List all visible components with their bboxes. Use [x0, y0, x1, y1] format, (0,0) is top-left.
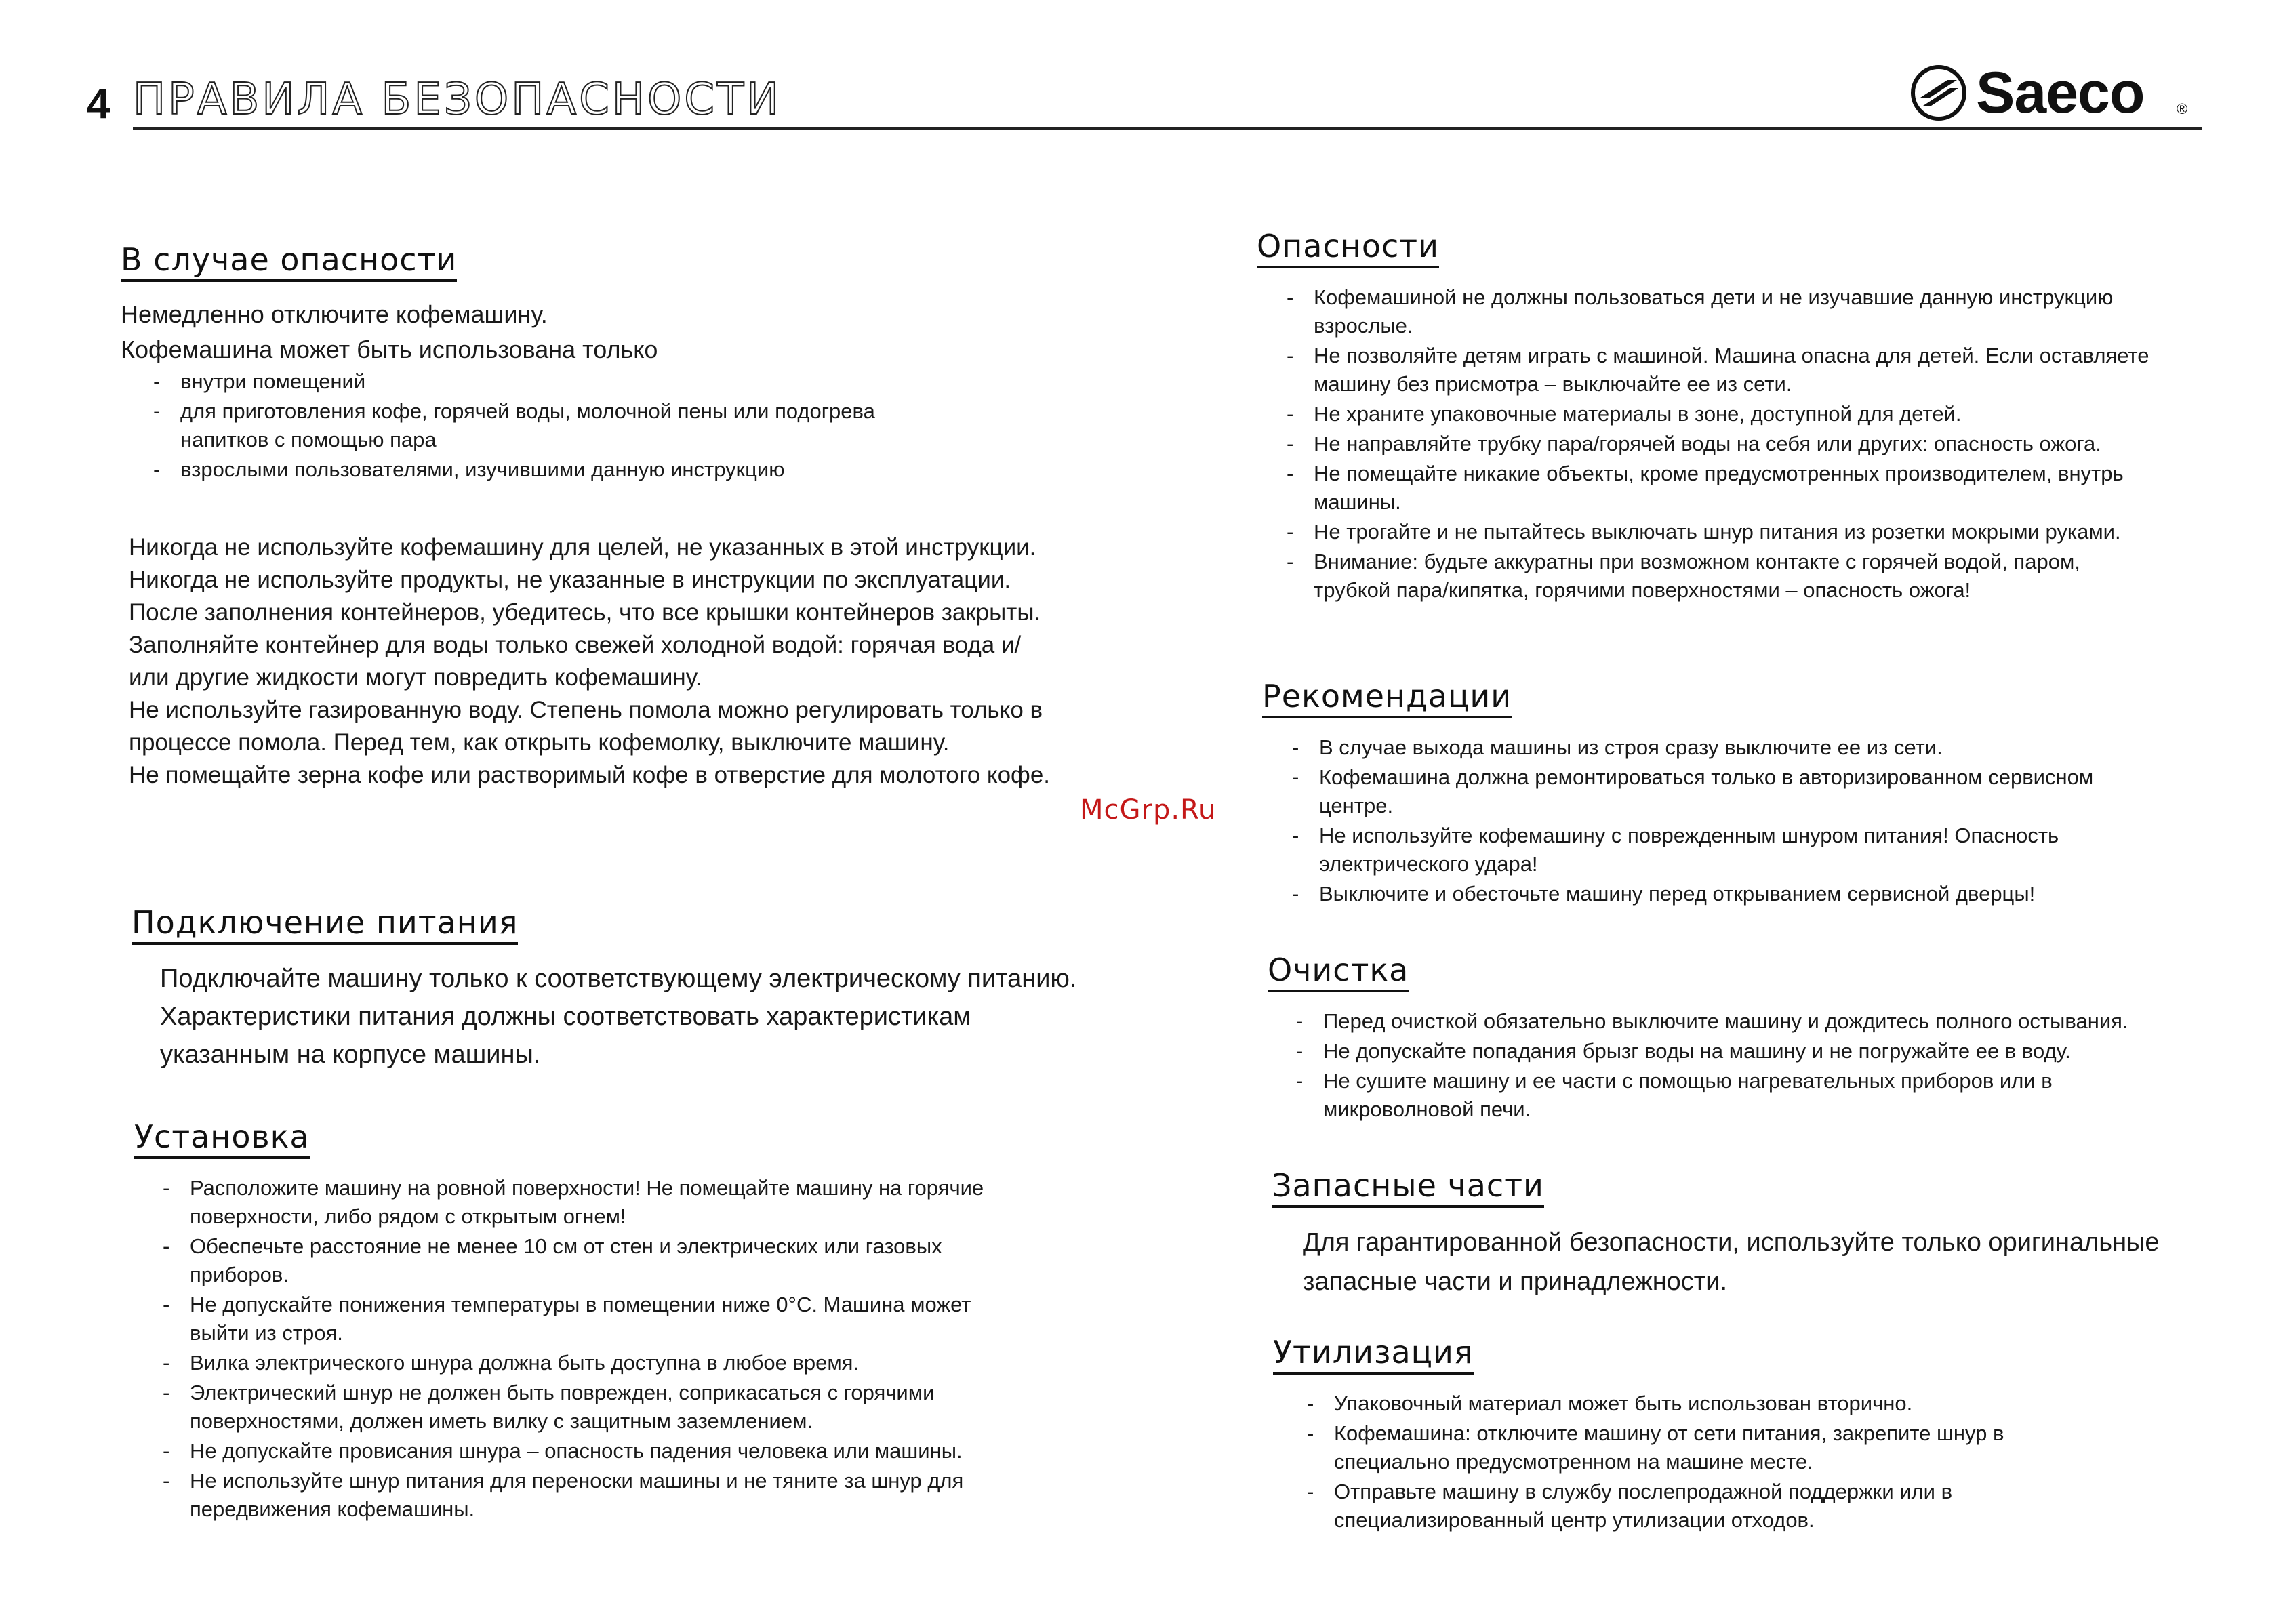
list-item: - Электрический шнур не должен быть поврежден, соприкасаться с горячими поверхностями, должен иметь вилку с защитным заземлением. — [159, 1379, 986, 1436]
list-item: - Выключите и обесточьте машину перед открыванием сервисной дверцы! — [1288, 880, 2128, 908]
saeco-logo — [1908, 62, 2206, 123]
paragraph-line: процессе помола. Перед тем, как открыть кофемолку, выключите машину. — [129, 729, 950, 756]
paragraph-line: или другие жидкости могут повредить кофемашину. — [129, 664, 702, 691]
section-power — [132, 904, 1121, 1074]
danger-list — [149, 367, 922, 484]
power-line: Подключайте машину только к соответствующему электрическому питанию. — [160, 965, 1077, 993]
list-item: - Упаковочный материал может быть использован вторично. — [1303, 1389, 2089, 1418]
heading-spare-parts: Запасные части — [1272, 1167, 1544, 1208]
list-item: - Не помещайте никакие объекты, кроме предусмотренных производителем, внутрь машины. — [1282, 460, 2157, 516]
list-item: - Отправьте машину в службу послепродажной поддержки или в специализированный центр утилизации отходов. — [1303, 1478, 2089, 1535]
list-item: - Кофемашина должна ремонтироваться только в авторизированном сервисном центре. — [1288, 763, 2128, 820]
install-list — [159, 1174, 986, 1524]
danger-intro-1: Немедленно отключите кофемашину. — [121, 300, 548, 328]
list-item: - В случае выхода машины из строя сразу выключите ее из сети. — [1288, 733, 2128, 762]
spare-parts-line: запасные части и принадлежности. — [1303, 1267, 1727, 1296]
hazards-list — [1282, 283, 2157, 605]
list-item: - Внимание: будьте аккуратны при возможном контакте с горячей водой, паром, трубкой пара/кипятка, горячими поверхностями – опасность ожога! — [1282, 548, 2157, 605]
spare-parts-line: Для гарантированной безопасности, используйте только оригинальные — [1303, 1228, 2160, 1257]
section-spare-parts — [1272, 1167, 2221, 1301]
section-recommendations — [1262, 678, 2211, 910]
list-item: - Не используйте шнур питания для переноски машины и не тяните за шнур для передвижения кофемашины. — [159, 1467, 986, 1524]
list-item: - Перед очисткой обязательно выключите машину и дождитесь полного остывания. — [1292, 1007, 2166, 1036]
list-item: - Не храните упаковочные материалы в зоне, доступной для детей. — [1282, 400, 2157, 428]
list-item: - Не допускайте провисания шнура – опасность падения человека или машины. — [159, 1437, 986, 1465]
heading-danger: В случае опасности — [121, 241, 457, 282]
section-disposal — [1273, 1334, 2222, 1536]
list-item: - Не сушите машину и ее части с помощью нагревательных приборов или в микроволновой печи. — [1292, 1067, 2166, 1124]
list-item: - Не трогайте и не пытайтесь выключать шнур питания из розетки мокрыми руками. — [1282, 518, 2157, 546]
header-rule — [133, 127, 2202, 130]
list-item: - Кофемашиной не должны пользоваться дети и не изучавшие данную инструкцию взрослые. — [1282, 283, 2157, 340]
cleaning-list — [1292, 1007, 2166, 1124]
list-item: - для приготовления кофе, горячей воды, молочной пены или подогрева напитков с помощью пара — [149, 397, 922, 454]
paragraph-line: Никогда не используйте кофемашину для целей, не указанных в этой инструкции. — [129, 534, 1036, 561]
saeco-emblem-icon — [1908, 62, 1969, 123]
list-item: - Не допускайте попадания брызг воды на машину и не погружайте ее в воду. — [1292, 1037, 2166, 1065]
brand-name: Saeco — [1976, 60, 2145, 125]
list-item: - Расположите машину на ровной поверхности! Не помещайте машину на горячие поверхности, либо рядом с открытым огнем! — [159, 1174, 986, 1231]
registered-mark: ® — [2177, 100, 2188, 117]
heading-hazards: Опасности — [1257, 228, 1439, 268]
disposal-list — [1303, 1389, 2089, 1535]
danger-paragraph — [129, 531, 1078, 792]
section-hazards — [1257, 228, 2206, 606]
list-item: - взрослыми пользователями, изучившими данную инструкцию — [149, 455, 922, 484]
list-item: - Вилка электрического шнура должна быть доступна в любое время. — [159, 1349, 986, 1377]
paragraph-line: Заполняйте контейнер для воды только свежей холодной водой: горячая вода и/ — [129, 632, 1022, 658]
danger-intro-2: Кофемашина может быть использована только — [121, 336, 658, 363]
list-item: - Обеспечьте расстояние не менее 10 см от стен и электрических или газовых приборов. — [159, 1232, 986, 1289]
page-title: ПРАВИЛА БЕЗОПАСНОСТИ — [133, 75, 782, 125]
list-item: - Кофемашина: отключите машину от сети питания, закрепите шнур в специально предусмотренном на машине месте. — [1303, 1419, 2089, 1476]
paragraph-line: После заполнения контейнеров, убедитесь, что все крышки контейнеров закрыты. — [129, 599, 1041, 626]
list-item: - внутри помещений — [149, 367, 922, 396]
watermark: McGrp.Ru — [1080, 794, 1217, 826]
heading-install: Установка — [134, 1118, 310, 1159]
recommendations-list — [1288, 733, 2128, 908]
heading-power: Подключение питания — [132, 904, 518, 945]
heading-disposal: Утилизация — [1273, 1334, 1474, 1375]
list-item: - Не допускайте понижения температуры в помещении ниже 0°C. Машина может выйти из строя. — [159, 1291, 986, 1347]
paragraph-line: Не помещайте зерна кофе или растворимый кофе в отверстие для молотого кофе. — [129, 762, 1051, 788]
list-item: - Не направляйте трубку пара/горячей воды на себя или других: опасность ожога. — [1282, 430, 2157, 458]
section-danger — [121, 241, 1043, 485]
section-install — [134, 1118, 1110, 1525]
section-cleaning — [1268, 952, 2217, 1125]
heading-recommendations: Рекомендации — [1262, 678, 1512, 718]
power-line: Характеристики питания должны соответствовать характеристикам — [160, 1002, 971, 1031]
paragraph-line: Не используйте газированную воду. Степень помола можно регулировать только в — [129, 697, 1043, 723]
page-number: 4 — [87, 81, 110, 127]
heading-cleaning: Очистка — [1268, 952, 1409, 992]
paragraph-line: Никогда не используйте продукты, не указанные в инструкции по эксплуатации. — [129, 567, 1011, 593]
list-item: - Не позволяйте детям играть с машиной. Машина опасна для детей. Если оставляете машину без присмотра – выключайте ее из сети. — [1282, 342, 2157, 399]
list-item: - Не используйте кофемашину с поврежденным шнуром питания! Опасность электрического удара! — [1288, 821, 2128, 878]
power-line: указанным на корпусе машины. — [160, 1040, 541, 1069]
